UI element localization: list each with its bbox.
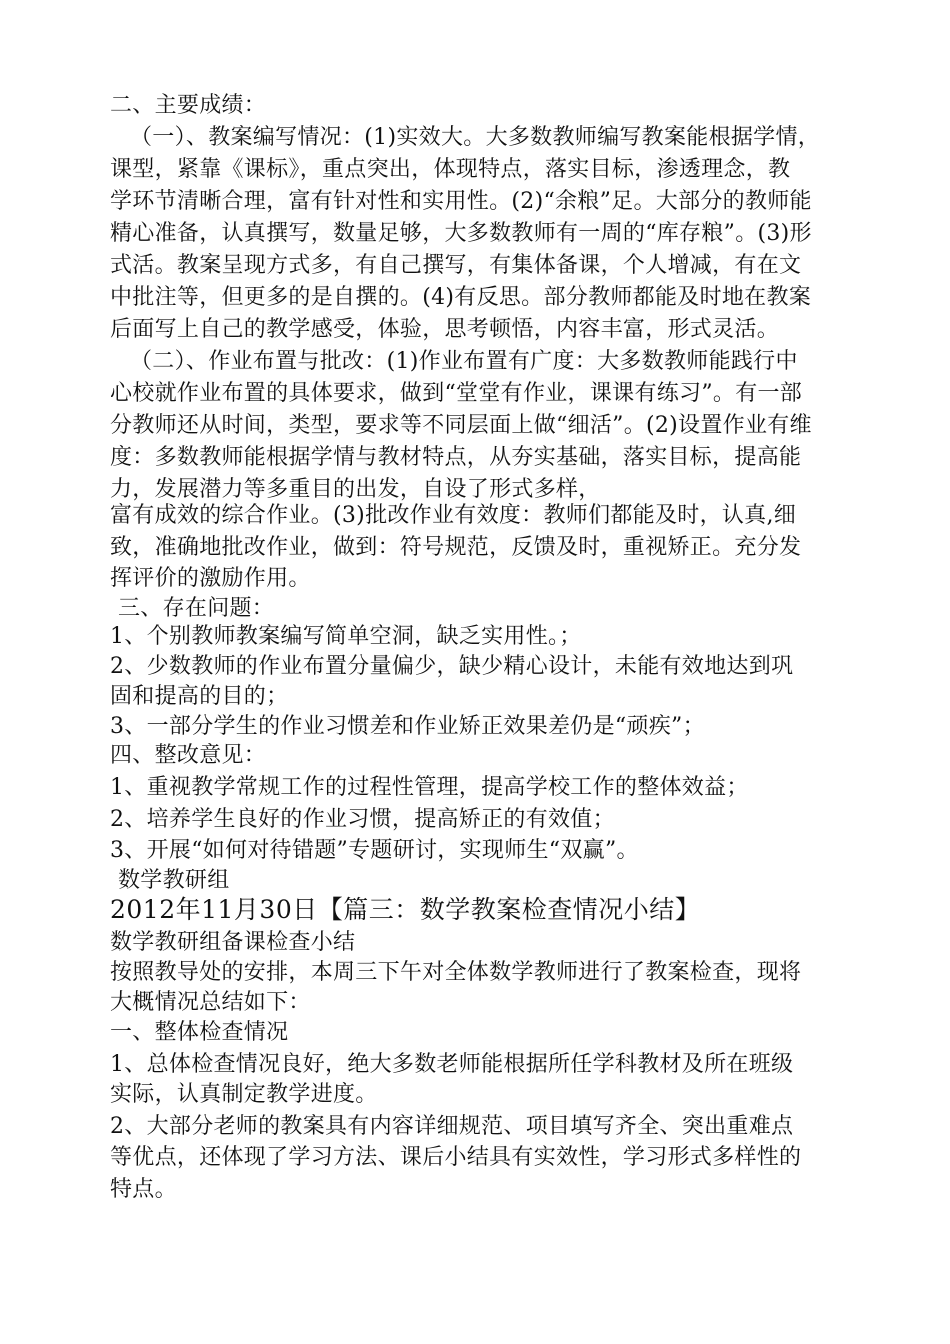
paragraph-line: 富有成效的综合作业。(3)批改作业有效度：教师们都能及时，认真,细 <box>110 503 797 528</box>
list-item: 2、培养学生良好的作业习惯，提高矫正的有效值； <box>110 807 615 832</box>
list-item-continuation: 特点。 <box>110 1177 177 1202</box>
list-item-continuation: 等优点，还体现了学习方法、课后小结具有实效性，学习形式多样性的 <box>110 1145 802 1170</box>
paragraph-line: 度：多数教师能根据学情与教材特点，从夯实基础，落实目标，提高能 <box>110 445 802 470</box>
section-heading-rectification: 四、整改意见： <box>110 743 267 768</box>
paragraph-line: 大概情况总结如下： <box>110 990 311 1015</box>
paragraph-line: 学环节清晰合理，富有针对性和实用性。(2)“余粮”足。大部分的教师能 <box>110 189 812 214</box>
paragraph-line: 力，发展潜力等多重目的出发，自设了形式多样， <box>110 477 601 502</box>
list-item: 2、少数教师的作业布置分量偏少，缺少精心设计，未能有效地达到巩 <box>110 654 794 679</box>
paragraph-line: （一）、教案编写情况：(1)实效大。大多数教师编写教案能根据学情， <box>130 125 821 150</box>
list-item: 1、重视教学常规工作的过程性管理，提高学校工作的整体效益； <box>110 775 749 800</box>
signature-group: 数学教研组 <box>118 868 230 893</box>
paragraph-line: 心校就作业布置的具体要求，做到“堂堂有作业，课课有练习”。有一部 <box>110 381 803 406</box>
section-heading-overall: 一、整体检查情况 <box>110 1020 289 1045</box>
list-item: 3、开展“如何对待错题”专题研讨，实现师生“双赢”。 <box>110 838 639 863</box>
list-item: 1、总体检查情况良好，绝大多数老师能根据所任学科教材及所在班级 <box>110 1052 794 1077</box>
section-heading-achievements: 二、主要成绩： <box>110 93 267 118</box>
paragraph-line: 后面写上自己的教学感受，体验，思考顿悟，内容丰富，形式灵活。 <box>110 317 780 342</box>
paragraph-line: （二）、作业布置与批改：(1)作业布置有广度：大多数教师能践行中 <box>130 349 798 374</box>
paragraph-line: 式活。教案呈现方式多，有自己撰写，有集体备课，个人增减，有在文 <box>110 253 802 278</box>
list-item: 1、个别教师教案编写简单空洞，缺乏实用性。； <box>110 624 582 649</box>
list-item: 2、大部分老师的教案具有内容详细规范、项目填写齐全、突出重难点 <box>110 1114 794 1139</box>
paragraph-line: 挥评价的激励作用。 <box>110 566 311 591</box>
paragraph-line: 致，准确地批改作业，做到：符号规范，反馈及时，重视矫正。充分发 <box>110 535 802 560</box>
paragraph-line: 分教师还从时间，类型，要求等不同层面上做“细活”。(2)设置作业有维 <box>110 413 812 438</box>
list-item-continuation: 固和提高的目的； <box>110 684 289 709</box>
paragraph-line: 课型，紧靠《课标》，重点突出，体现特点，落实目标，渗透理念，教 <box>110 157 791 182</box>
list-item-continuation: 实际，认真制定教学进度。 <box>110 1082 378 1107</box>
section-heading-problems: 三、存在问题： <box>118 596 275 621</box>
list-item: 3、一部分学生的作业习惯差和作业矫正效果差仍是“顽疾”； <box>110 714 705 739</box>
subtitle: 数学教研组备课检查小结 <box>110 930 356 955</box>
paragraph-line: 中批注等，但更多的是自撰的。(4)有反思。部分教师都能及时地在教案 <box>110 285 812 310</box>
paragraph-line: 精心准备，认真撰写，数量足够，大多数教师有一周的“库存粮”。(3)形 <box>110 221 812 246</box>
paragraph-line: 按照教导处的安排，本周三下午对全体数学教师进行了教案检查，现将 <box>110 960 802 985</box>
date-and-chapter-title: 2012年11月30日【篇三：数学教案检查情况小结】 <box>110 895 701 924</box>
